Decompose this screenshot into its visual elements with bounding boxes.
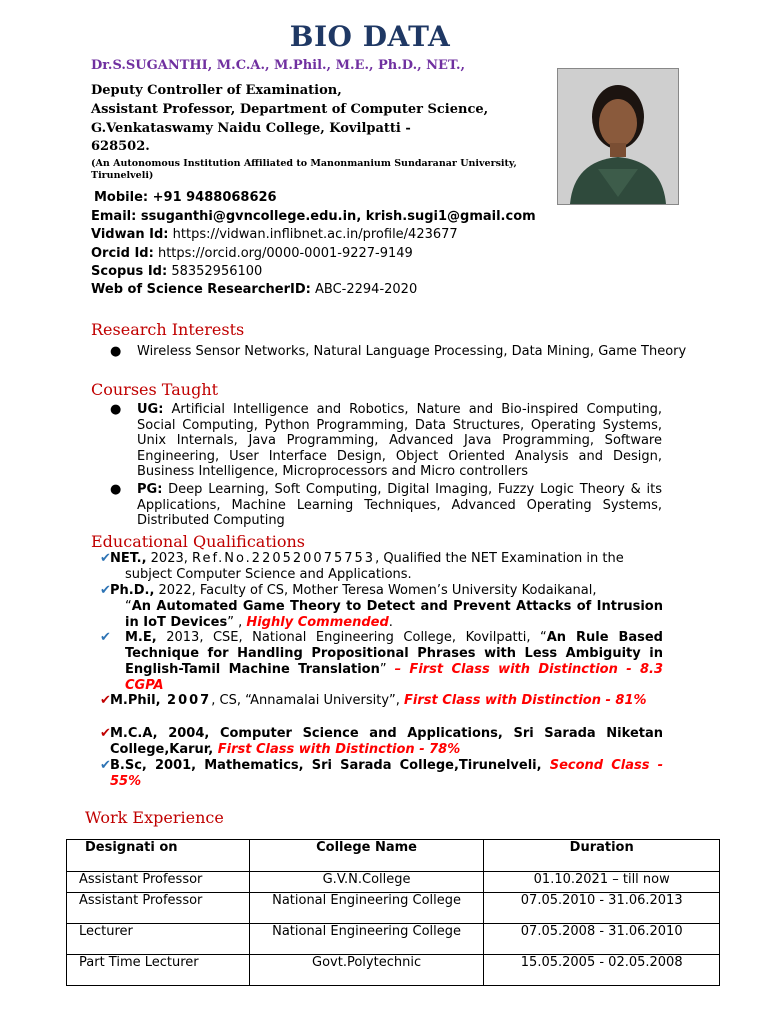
checkmark-icon: ✔: [100, 583, 111, 598]
checkmark-icon: ✔: [100, 693, 111, 708]
bullet-icon: ●: [110, 482, 122, 497]
table-row: Part Time Lecturer Govt.Polytechnic 15.05.2005 - 02.05.2008: [67, 955, 720, 986]
bullet-icon: ●: [110, 344, 122, 359]
table-row: Assistant Professor G.V.N.College 01.10.2021 – till now: [67, 872, 720, 893]
edu-mphil: ✔ M.Phil, 2007, CS, “Annamalai University”, First Class with Distinction - 81%: [100, 693, 647, 708]
wos-id: Web of Science ResearcherID: ABC-2294-2020: [91, 282, 418, 297]
courses-ug: ● UG: Artificial Intelligence and Robotics, Nature and Bio-inspired Computing, Social Computing, Python Programming, Data Structures, Operating Systems, Unix Internals, Java Programming, Advanced Java Programming, Software Engineering, User Interface Design, Object Oriented Analysis and Design, Business Intelligence, Microprocessors and Micro controllers: [110, 402, 662, 479]
courses-pg: ● PG: Deep Learning, Soft Computing, Digital Imaging, Fuzzy Logic Theory & its Applications, Machine Learning Techniques, Advanced Operating Systems, Distributed Computing: [110, 482, 662, 528]
column-header-duration: Duration: [484, 840, 720, 872]
checkmark-icon: ✔: [100, 726, 111, 741]
research-item: ● Wireless Sensor Networks, Natural Language Processing, Data Mining, Game Theory: [110, 344, 687, 359]
edu-phd: ✔ Ph.D., 2022, Faculty of CS, Mother Teresa Women’s University Kodaikanal, “An Automated Game Theory to Detect and Prevent Attacks of Intrusion in IoT Devices” , Highly Commended.: [100, 583, 663, 630]
person-portrait-icon: [558, 69, 678, 204]
checkmark-icon: ✔: [100, 551, 111, 566]
education-heading: Educational Qualifications: [91, 532, 306, 551]
table-row: Assistant Professor National Engineering College 07.05.2010 - 31.06.2013: [67, 893, 720, 924]
edu-me: ✔ M.E, 2013, CSE, National Engineering College, Kovilpatti, “An Rule Based Technique for Handling Propositional Phrases with Less Ambiguity in English-Tamil Machine Translation” – First Class with Distinction - 8.3 CGPA: [100, 630, 663, 693]
checkmark-icon: ✔: [100, 630, 111, 645]
orcid-id: Orcid Id: https://orcid.org/0000-0001-9227-9149: [91, 246, 413, 261]
work-heading: Work Experience: [85, 808, 224, 827]
research-heading: Research Interests: [91, 320, 245, 339]
courses-heading: Courses Taught: [91, 380, 219, 399]
email-line[interactable]: Email: ssuganthi@gvncollege.edu.in, krish.sugi1@gmail.com: [91, 209, 536, 224]
designation-line-2: Assistant Professor, Department of Computer Science,: [91, 102, 489, 117]
vidwan-id: Vidwan Id: https://vidwan.inflibnet.ac.in/profile/423677: [91, 227, 458, 242]
page-title: BIO DATA: [289, 20, 451, 53]
scopus-id: Scopus Id: 58352956100: [91, 264, 263, 279]
mobile-number: Mobile: +91 9488068626: [94, 190, 277, 205]
work-experience-table: [66, 839, 720, 986]
designation-line-1: Deputy Controller of Examination,: [91, 83, 342, 98]
person-name: Dr.S.SUGANTHI, M.C.A., M.Phil., M.E., Ph.D., NET.,: [91, 58, 465, 73]
column-header-college: College Name: [249, 840, 484, 872]
designation-line-3: G.Venkataswamy Naidu College, Kovilpatti -: [91, 121, 411, 136]
bullet-icon: ●: [110, 402, 122, 417]
edu-bsc: ✔ B.Sc, 2001, Mathematics, Sri Sarada College,Tirunelveli, Second Class - 55%: [100, 758, 663, 789]
affiliation-note: (An Autonomous Institution Affiliated to Manonmanium Sundaranar University, Tirunelveli): [91, 158, 517, 181]
table-row: Lecturer National Engineering College 07.05.2008 - 31.06.2010: [67, 924, 720, 955]
edu-mca: ✔ M.C.A, 2004, Computer Science and Applications, Sri Sarada Niketan College,Karur, First Class with Distinction - 78%: [100, 726, 663, 757]
table-header-row: [67, 840, 720, 872]
designation-line-4: 628502.: [91, 139, 150, 154]
orcid-link[interactable]: https://orcid.org/0000-0001-9227-9149: [157, 246, 413, 261]
edu-net: ✔ NET., 2023, Ref.No.220520075753, Qualified the NET Examination in the subject Computer Science and Applications.: [100, 551, 624, 582]
checkmark-icon: ✔: [100, 758, 111, 773]
column-header-designation: Designati on: [67, 840, 250, 872]
vidwan-link[interactable]: https://vidwan.inflibnet.ac.in/profile/423677: [172, 227, 458, 242]
profile-photo: [557, 68, 679, 205]
